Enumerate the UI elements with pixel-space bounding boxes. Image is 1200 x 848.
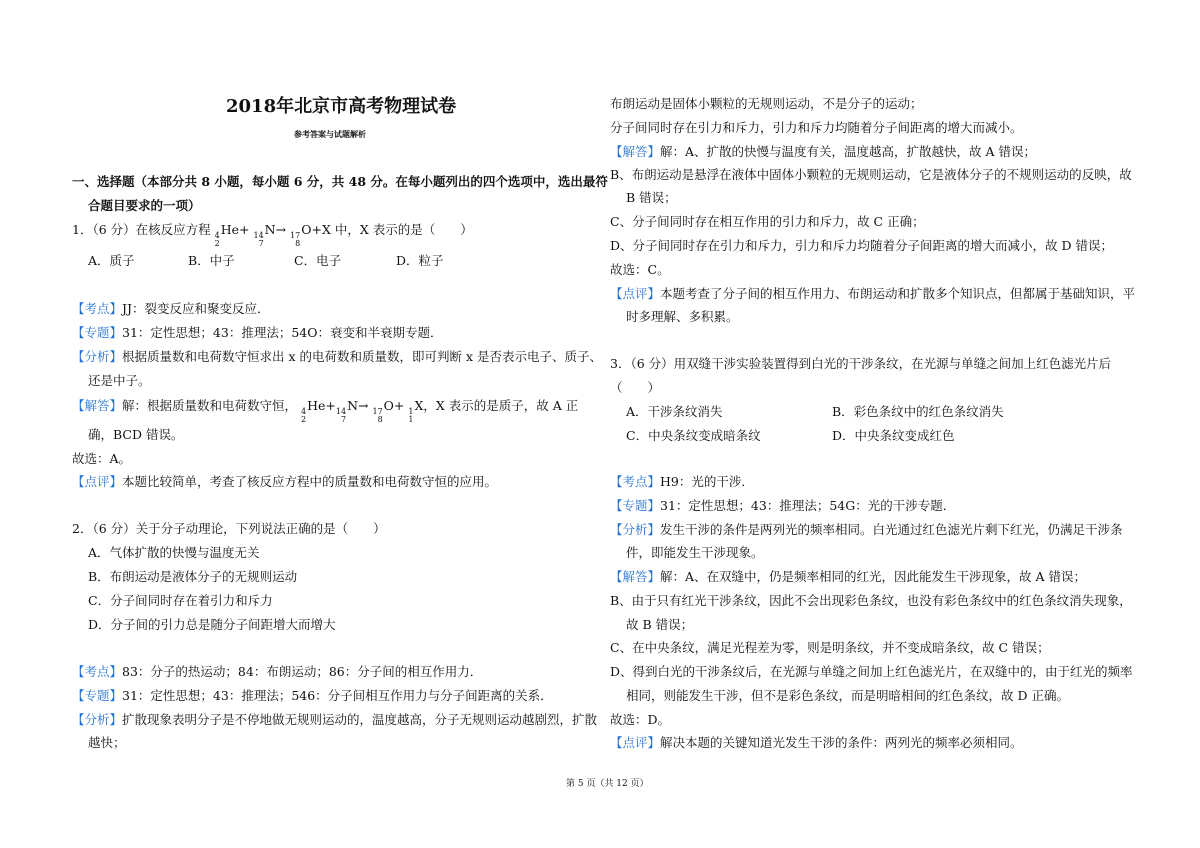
q3-option-d: D．中央条纹变成红色 (832, 428, 955, 443)
page-footer: 第 5 页（共 12 页） (566, 779, 649, 789)
page-subtitle: 参考答案与试题解析 (294, 129, 366, 139)
q1-option-d: D．粒子 (396, 253, 444, 268)
q2-zhuanti: 【专题】31：定性思想；43：推理法；546：分子间相互作用力与分子间距离的关系． (72, 688, 553, 703)
q2-fenxi-cont: 越快； (88, 735, 126, 750)
q1-jieda-cont: 确，BCD 错误。 (88, 427, 184, 442)
q2-choice: 故选：C。 (610, 262, 670, 277)
q2-option-b: B．布朗运动是液体分子的无规则运动 (88, 569, 298, 584)
q1-choice: 故选：A。 (72, 451, 132, 466)
q2-option-a: A．气体扩散的快慢与温度无关 (88, 545, 260, 560)
section-heading-line2: 合题目要求的一项） (88, 198, 201, 213)
q2-stem: 2．（6 分）关于分子动理论，下列说法正确的是（ ） (72, 521, 386, 536)
q2-option-d: D．分子间的引力总是随分子间距增大而增大 (88, 617, 336, 632)
q2-kaodian: 【考点】83：分子的热运动；84：布朗运动；86：分子间的相互作用力． (72, 664, 483, 679)
q3-jieda-c: C、在中央条纹，满足光程差为零，则是明条纹，并不变成暗条纹，故 C 错误； (610, 640, 1050, 655)
q1-fenxi-cont: 还是中子。 (88, 373, 151, 388)
q1-zhuanti: 【专题】31：定性思想；43：推理法；54O：衰变和半衰期专题． (72, 325, 443, 340)
q2-jieda-b-cont: B 错误； (626, 190, 677, 205)
q3-jieda: 【解答】解：A、在双缝中，仍是频率相同的红光，因此能发生干涉现象，故 A 错误； (610, 569, 1087, 584)
q3-jieda-d-cont: 相同，则能发生干涉，但不是彩色条纹，而是明暗相间的红色条纹，故 D 正确。 (626, 688, 1069, 703)
q3-jieda-b: B、由于只有红光干涉条纹，因此不会出现彩色条纹，也没有彩色条纹中的红色条纹消失现象， (610, 593, 1132, 608)
q2-fenxi: 【分析】扩散现象表明分子是不停地做无规则运动的，温度越高，分子无规则运动越剧烈，扩散 (72, 712, 598, 727)
o-charge: 8 (295, 239, 301, 248)
q2-fenxi-line3: 布朗运动是固体小颗粒的无规则运动，不是分子的运动； (610, 96, 923, 111)
q3-stem: 3．（6 分）用双缝干涉实验装置得到白光的干涉条纹，在光源与单缝之间加上红色滤光片后 (610, 356, 1112, 371)
q1-option-c: C．电子 (294, 253, 342, 268)
q3-fenxi: 【分析】发生干涉的条件是两列光的频率相同。白光通过红色滤光片剩下红光，仍满足干涉条 (610, 522, 1123, 537)
page-title: 2018年北京市高考物理试卷 (226, 96, 457, 117)
q1-stem (72, 222, 473, 248)
q1-jieda: 【解答】解：根据质量数和电荷数守恒， 4 2 He+ 14 7 N→ 17 8 O+ 1 1 X，X 表示的是质子，故 A 正 (72, 398, 579, 424)
q2-dianping-cont: 时多理解、多积累。 (626, 309, 739, 324)
he-nuclide: 4 2 He+ (214, 222, 250, 248)
q3-jieda-b-cont: 故 B 错误； (626, 617, 694, 632)
q3-jieda-d: D、得到白光的干涉条纹后，在光源与单缝之间加上红色滤光片，在双缝中的，由于红光的频率 (610, 664, 1133, 679)
q3-option-a: A．干涉条纹消失 (626, 404, 723, 419)
q1-fenxi: 【分析】根据质量数和电荷数守恒求出 x 的电荷数和质量数，即可判断 x 是否表示电子、质子、 (72, 349, 603, 364)
section-heading-line1: 一、选择题（本部分共 8 小题，每小题 6 分，共 48 分。在每小题列出的四个选项中，选出最符 (72, 174, 608, 189)
n-nuclide: 14 7 N→ (253, 222, 287, 248)
n-mass: 14 (253, 231, 264, 240)
q3-dianping: 【点评】解决本题的关键知道光发生干涉的条件：两列光的频率必须相同。 (610, 735, 1023, 750)
x-nuclide: 1 1 X，X 表示的是质子，故 A 正 (408, 398, 579, 424)
tag-kaodian: 【考点】 (72, 301, 123, 316)
he-charge: 2 (214, 239, 220, 248)
o-mass: 17 (290, 231, 301, 240)
q2-jieda-b: B、布朗运动是悬浮在液体中固体小颗粒的无规则运动，它是液体分子的不规则运动的反映，故 (610, 167, 1132, 182)
q3-kaodian: 【考点】H9：光的干涉． (610, 474, 754, 489)
q2-jieda-d: D、分子间同时存在引力和斥力，引力和斥力均随着分子间距离的增大而减小，故 D 错误； (610, 238, 1113, 253)
q2-dianping: 【点评】本题考查了分子间的相互作用力、布朗运动和扩散多个知识点，但都属于基础知识，平 (610, 286, 1136, 301)
q1-dianping: 【点评】本题比较简单，考查了核反应方程中的质量数和电荷数守恒的应用。 (72, 474, 498, 489)
q3-stem-cont: （ ） (610, 380, 661, 395)
n-charge: 7 (258, 239, 264, 248)
q2-jieda: 【解答】解：A、扩散的快慢与温度有关，温度越高，扩散越快，故 A 错误； (610, 144, 1037, 159)
q3-fenxi-cont: 件，即能发生干涉现象。 (626, 545, 764, 560)
q3-option-b: B．彩色条纹中的红色条纹消失 (832, 404, 1004, 419)
q1-option-a: A．质子 (88, 253, 135, 268)
q3-choice: 故选：D。 (610, 712, 671, 727)
q2-option-c: C．分子间同时存在着引力和斥力 (88, 593, 273, 608)
tag-zhuanti: 【专题】 (72, 325, 123, 340)
o-nuclide: 17 8 O+X 中，X 表示的是（ ） (290, 222, 473, 248)
q1-stem-prefix: 1．（6 分）在核反应方程 (72, 222, 211, 237)
q3-option-c: C．中央条纹变成暗条纹 (626, 428, 761, 443)
q3-zhuanti: 【专题】31：定性思想；43：推理法；54G：光的干涉专题． (610, 498, 956, 513)
q2-fenxi-line4: 分子间同时存在引力和斥力，引力和斥力均随着分子间距离的增大而减小。 (610, 120, 1023, 135)
tag-fenxi: 【分析】 (72, 349, 123, 364)
q1-option-b: B．中子 (188, 253, 235, 268)
he-mass: 4 (214, 231, 220, 240)
q2-jieda-c: C、分子间同时存在相互作用的引力和斥力，故 C 正确； (610, 214, 925, 229)
q1-kaodian: 【考点】JJ：裂变反应和聚变反应． (72, 301, 270, 316)
tag-jieda: 【解答】 (72, 398, 123, 413)
